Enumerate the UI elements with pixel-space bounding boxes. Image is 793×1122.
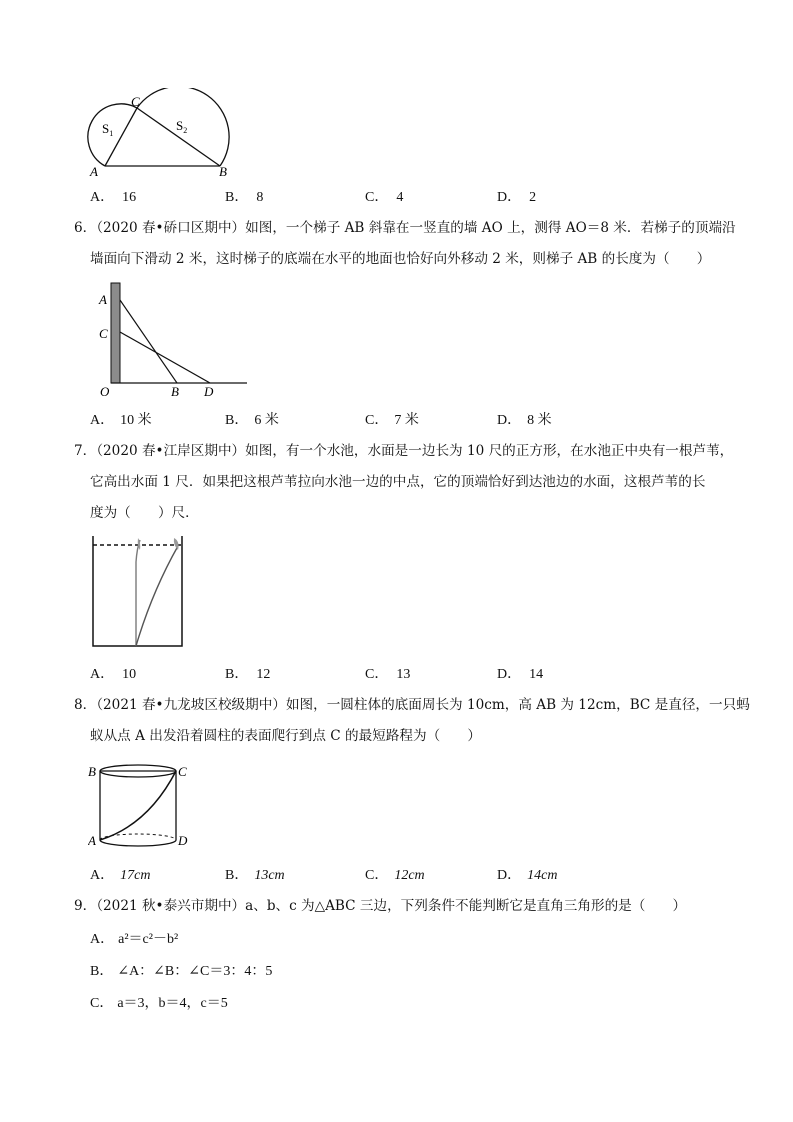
q6-option-c: C． 7 米 (365, 413, 419, 428)
q6-label-c: C (99, 326, 108, 341)
q5-option-b: B． 8 (225, 190, 264, 205)
q6-figure-ladder (95, 280, 255, 400)
q9-option-b: B． ∠A：∠B：∠C＝3：4：5 (90, 964, 273, 979)
q6-label-o: O (100, 384, 110, 399)
q7-question-line-2: 它高出水面 1 尺．如果把这根芦苇拉向水池一边的中点，它的顶端恰好到达池边的水面，这根芦苇的长 (90, 474, 706, 490)
q8-option-a: A． 17cm (90, 868, 151, 883)
q6-question-line-1: 6．（2020 春•硚口区期中）如图，一个梯子 AB 斜靠在一竖直的墙 AO 上，测得 AO＝8 米．若梯子的顶端沿 (74, 220, 736, 236)
q8-label-a: A (88, 833, 96, 848)
q8-bottom-back-arc (100, 834, 176, 840)
q7-question-line-1: 7．（2020 春•江岸区期中）如图，有一个水池，水面是一边长为 10 尺的正方形，在水池正中央有一根芦苇， (74, 443, 734, 459)
q5-option-c: C． 4 (365, 190, 404, 205)
q6-option-d: D． 8 米 (497, 413, 552, 428)
q5-label-c: C (131, 94, 140, 109)
q8-option-c: C． 12cm (365, 868, 425, 883)
q6-ladder-cd (120, 332, 210, 383)
q6-option-a: A． 10 米 (90, 413, 152, 428)
q5-option-a: A． 16 (90, 190, 137, 205)
q7-option-d: D． 14 (497, 667, 544, 682)
q8-label-d: D (178, 833, 188, 848)
q6-option-b: B． 6 米 (225, 413, 279, 428)
q6-label-a: A (99, 292, 107, 307)
q6-label-b: B (171, 384, 179, 399)
q6-label-d: D (204, 384, 214, 399)
q8-bottom-front-arc (100, 840, 176, 846)
q7-option-c: C． 13 (365, 667, 411, 682)
q7-reed-pulled (136, 546, 178, 646)
q8-option-b: B． 13cm (225, 868, 285, 883)
q9-option-a: A． a²＝c²－b² (90, 932, 179, 947)
q8-shortest-path (100, 771, 176, 840)
q8-label-c: C (178, 764, 187, 779)
q7-question-line-3: 度为（ ）尺． (90, 505, 199, 521)
q5-segment-cb (137, 108, 220, 166)
q9-question-line-1: 9．（2021 秋•泰兴市期中）a、b、c 为△ABC 三边，下列条件不能判断它是直角三角形的是（ ） (74, 898, 687, 914)
q7-reed-upright (136, 540, 140, 646)
q6-ladder-ab (120, 300, 177, 383)
q5-figure (85, 88, 235, 178)
q5-label-a: A (90, 164, 98, 178)
q6-wall (111, 283, 120, 383)
q7-option-b: B． 12 (225, 667, 271, 682)
q8-figure-cylinder (88, 760, 198, 855)
q8-label-b: B (88, 764, 96, 779)
q7-option-a: A． 10 (90, 667, 137, 682)
q8-question-line-1: 8．（2021 春•九龙坡区校级期中）如图，一圆柱体的底面周长为 10cm，高 AB 为 12cm，BC 是直径，一只蚂 (74, 697, 750, 713)
q5-label-s1: $S_1$ (102, 121, 114, 138)
q5-label-s2: $S_2$ (176, 118, 188, 135)
q8-question-line-2: 蚁从点 A 出发沿着圆柱的表面爬行到点 C 的最短路程为（ ） (90, 728, 481, 744)
q6-question-line-2: 墙面向下滑动 2 米，这时梯子的底端在水平的地面也恰好向外移动 2 米，则梯子 AB 的长度为（ ） (90, 251, 711, 267)
q5-option-d: D． 2 (497, 190, 537, 205)
q7-figure-pond (90, 532, 190, 650)
q9-option-c: C． a＝3，b＝4，c＝5 (90, 996, 228, 1011)
q5-label-b: B (219, 164, 227, 178)
q8-option-d: D． 14cm (497, 868, 558, 883)
